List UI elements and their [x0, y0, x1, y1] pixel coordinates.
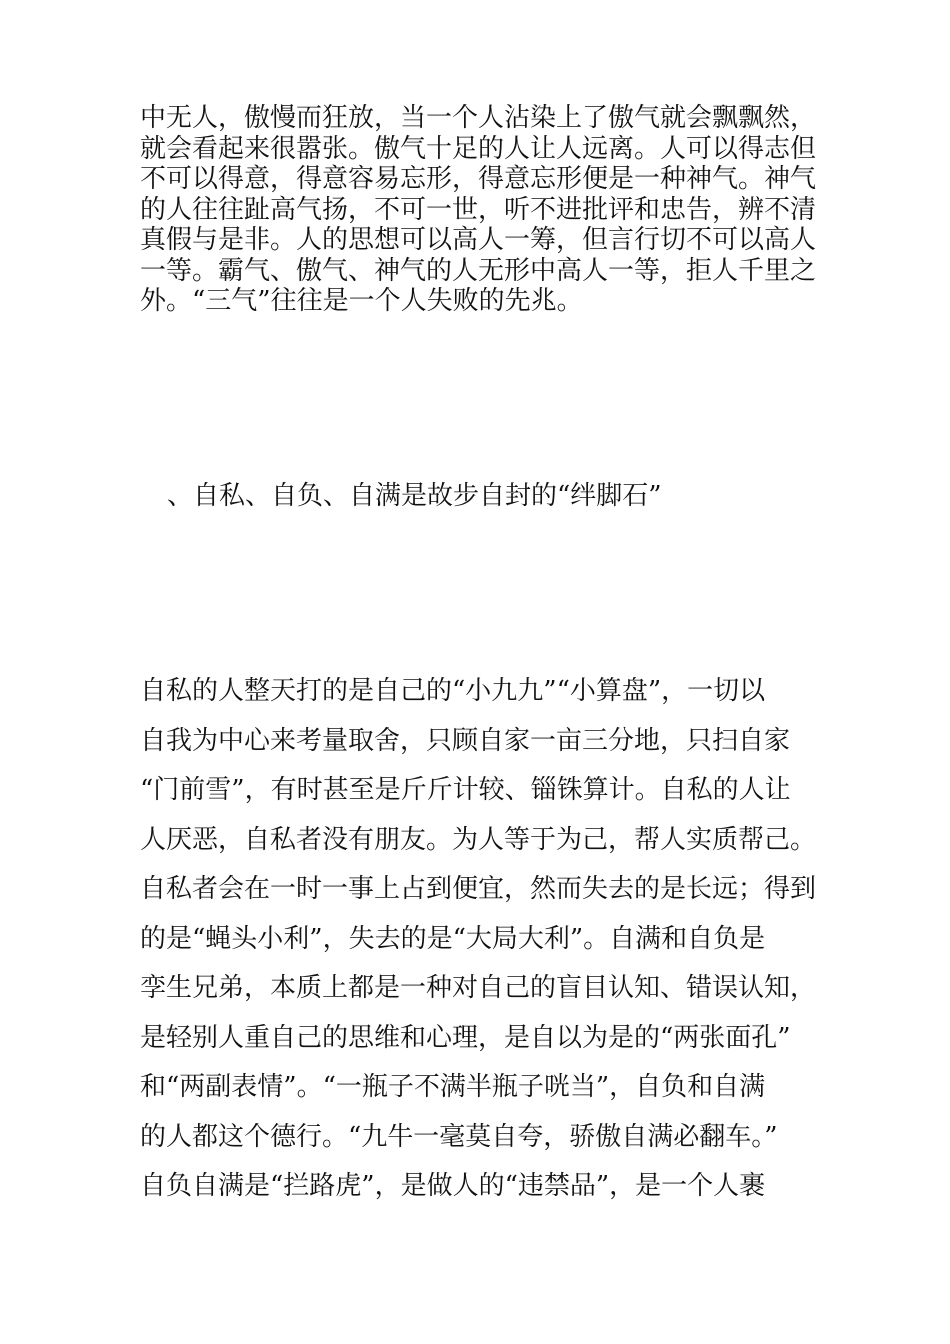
- paragraph-line: 的是“蝇头小利”，失去的是“大局大利”。自满和自负是: [140, 923, 766, 954]
- paragraph-line: “门前雪”，有时甚至是斤斤计较、锱铢算计。自私的人让: [140, 775, 791, 805]
- paragraph-line: 人厌恶，自私者没有朋友。为人等于为己，帮人实质帮己。: [140, 824, 817, 855]
- paragraph-line: 真假与是非。人的思想可以高人一筹，但言行切不可以高人: [140, 225, 817, 255]
- paragraph-selfishness: [140, 667, 820, 1212]
- paragraph-line: 就会看起来很嚣张。傲气十足的人让人远离。人可以得志但: [140, 133, 817, 164]
- paragraph-three-airs: [140, 103, 820, 317]
- paragraph-line: 自私的人整天打的是自己的“小九九”“小算盘”，一切以: [140, 676, 766, 706]
- paragraph-line: 自我为中心来考量取舍，只顾自家一亩三分地，只扫自家: [140, 725, 791, 756]
- paragraph-line: 中无人，傲慢而狂放，当一个人沾染上了傲气就会飘飘然，: [140, 103, 817, 133]
- section-heading: 、自私、自负、自满是故步自封的“绊脚石”: [167, 481, 662, 511]
- paragraph-line: 外。“三气”往往是一个人失败的先兆。: [140, 286, 583, 316]
- paragraph-line: 一等。霸气、傲气、神气的人无形中高人一等，拒人千里之: [140, 255, 817, 286]
- paragraph-line: 和“两副表情”。“一瓶子不满半瓶子咣当”，自负和自满: [140, 1072, 766, 1102]
- paragraph-line: 不可以得意，得意容易忘形，得意忘形便是一种神气。神气: [140, 164, 817, 194]
- paragraph-line: 自负自满是“拦路虎”，是做人的“违禁品”，是一个人裹: [140, 1171, 766, 1201]
- paragraph-line: 是轻别人重自己的思维和心理，是自以为是的“两张面孔”: [140, 1022, 791, 1053]
- paragraph-line: 的人往往趾高气扬，不可一世，听不进批评和忠告，辨不清: [140, 194, 817, 225]
- paragraph-line: 自私者会在一时一事上占到便宜，然而失去的是长远；得到: [140, 874, 817, 904]
- paragraph-line: 的人都这个德行。“九牛一毫莫自夸，骄傲自满必翻车。”: [140, 1121, 778, 1152]
- paragraph-line: 孪生兄弟，本质上都是一种对自己的盲目认知、错误认知，: [140, 973, 817, 1003]
